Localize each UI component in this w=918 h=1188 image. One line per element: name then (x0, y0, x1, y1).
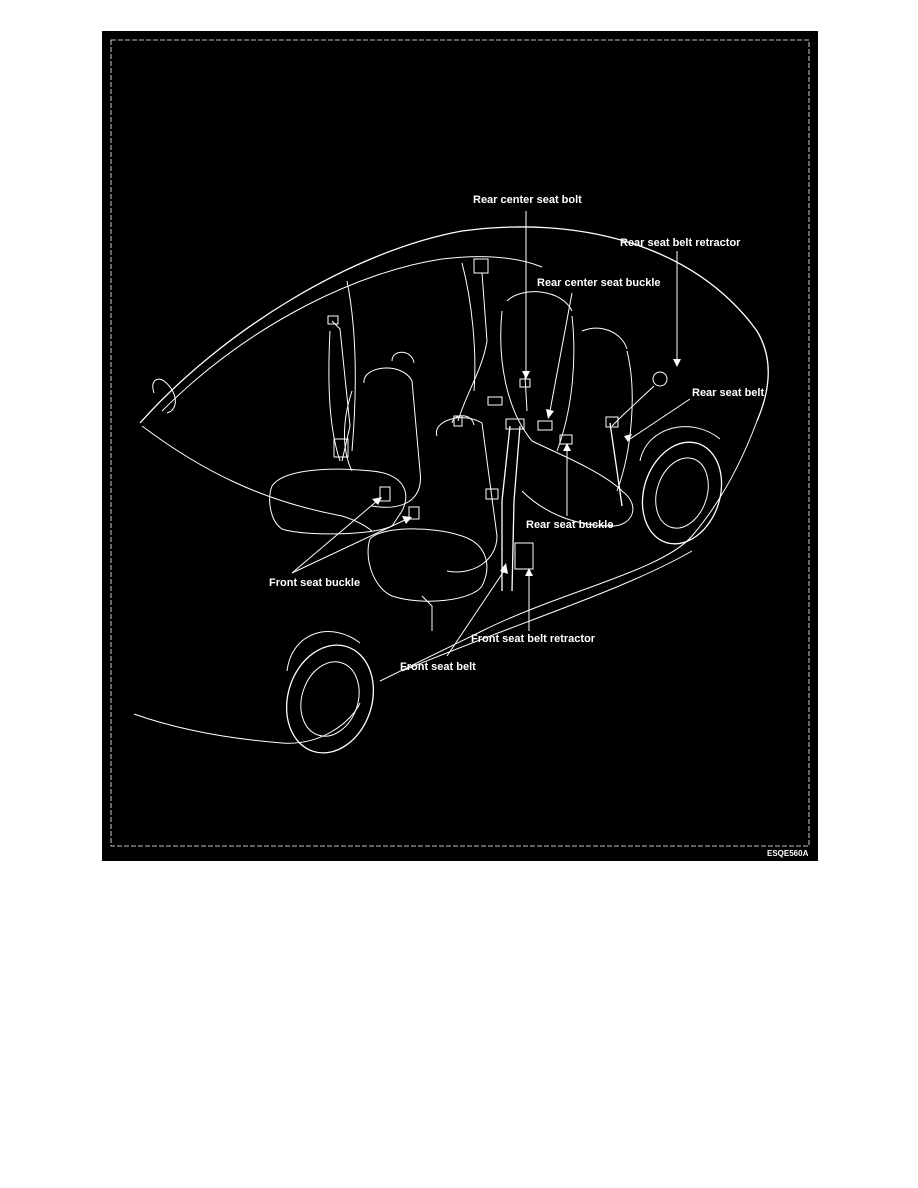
right-front-seat (368, 416, 497, 631)
label-rear-center-seat-bolt: Rear center seat bolt (473, 194, 582, 206)
label-front-seat-belt: Front seat belt (400, 661, 476, 673)
label-rear-seat-belt-retractor: Rear seat belt retractor (620, 237, 741, 249)
label-rear-seat-belt: Rear seat belt (692, 387, 765, 399)
label-rear-seat-buckle: Rear seat buckle (526, 519, 614, 531)
rear-wheel (630, 427, 734, 555)
label-rear-center-seat-buckle: Rear center seat buckle (537, 277, 661, 289)
seat-belt-diagram (102, 31, 818, 861)
car-interior-line-drawing (102, 31, 818, 861)
seat-belts (328, 259, 667, 591)
inner-frame (111, 40, 809, 846)
figure-code: ESQE560A (767, 849, 809, 858)
label-front-seat-buckle: Front seat buckle (269, 577, 361, 589)
label-front-seat-belt-retractor: Front seat belt retractor (471, 633, 596, 645)
front-wheel (273, 632, 387, 765)
